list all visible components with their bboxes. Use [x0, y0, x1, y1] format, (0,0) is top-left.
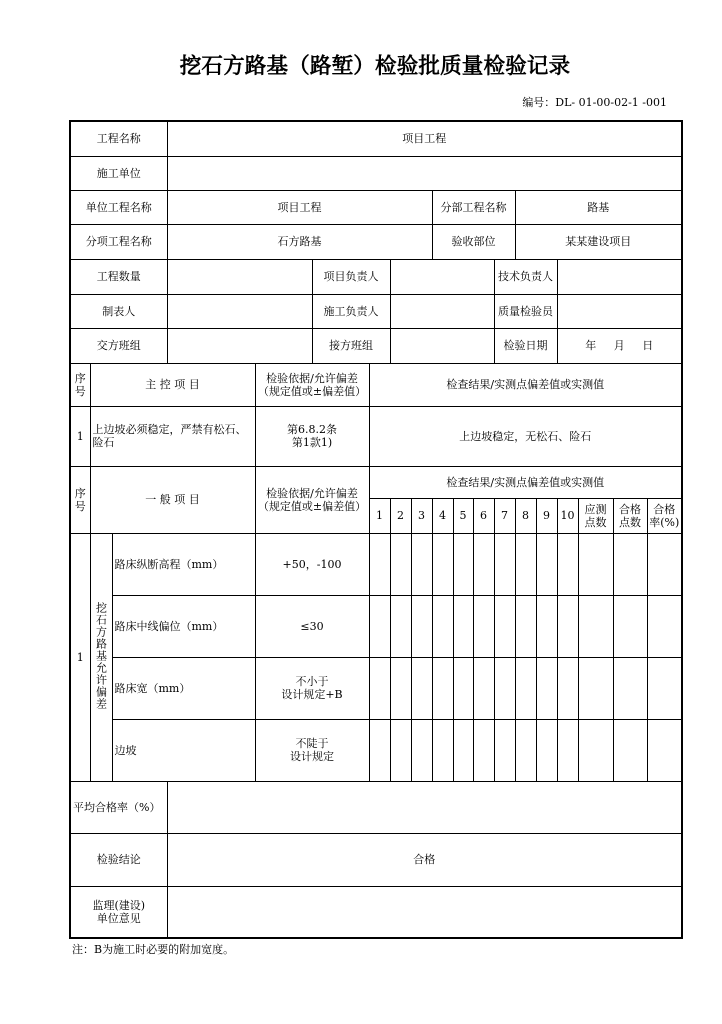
general-item-basis — [255, 595, 369, 657]
basis-line: 设计规定+B — [281, 688, 343, 701]
basis-line: 第1款1) — [291, 436, 333, 449]
supervisor-opinion-label — [70, 886, 167, 938]
quantity-row — [70, 259, 682, 294]
point-column-header: 1 — [369, 498, 390, 533]
measured-point-cell — [494, 533, 515, 595]
handover-team-label: 交方班组 — [70, 328, 167, 363]
measured-point-cell — [432, 595, 453, 657]
measured-point-cell — [432, 533, 453, 595]
sub-item-label: 分项工程名称 — [70, 224, 167, 259]
measured-point-cell — [536, 719, 557, 781]
inspection-record-table — [69, 120, 683, 939]
measured-point-cell — [369, 533, 390, 595]
header-line: 应测 — [584, 502, 607, 516]
page-title: 挖石方路基（路堑）检验批质量检验记录 — [179, 54, 571, 79]
measured-point-cell — [515, 719, 536, 781]
general-item-basis — [255, 533, 369, 595]
construction-unit-row — [70, 156, 682, 190]
pass-rate-cell — [647, 595, 682, 657]
measured-point-cell — [411, 719, 432, 781]
basis-line: ≤30 — [300, 619, 324, 633]
general-item-row — [70, 719, 682, 781]
general-item-header-text: 一 般 项 目 — [145, 493, 200, 506]
general-result-header: 检查结果/实测点偏差值或实测值 — [369, 466, 682, 498]
measured-point-cell — [453, 719, 473, 781]
label-line: 监理(建设) — [92, 898, 146, 912]
general-basis-header: 检验依据/允许偏差（规定值或±偏差值） — [255, 466, 369, 533]
general-item-row — [70, 595, 682, 657]
measured-point-cell — [557, 595, 578, 657]
receiving-team-value — [390, 328, 494, 363]
main-control-item-header-text: 主 控 项 目 — [145, 378, 200, 391]
general-item-name: 路床中线偏位（mm） — [112, 595, 255, 657]
main-control-row-basis — [255, 406, 369, 466]
general-group-name: 挖石方路基允许偏差 — [94, 601, 108, 710]
general-item-name: 路床宽（mm） — [112, 657, 255, 719]
main-control-row — [70, 406, 682, 466]
measured-point-cell — [453, 595, 473, 657]
qualified-points-cell — [613, 533, 647, 595]
sub-item-value: 石方路基 — [167, 224, 432, 259]
average-pass-rate-value — [167, 781, 682, 833]
project-manager-value — [390, 259, 494, 294]
tabulator-value — [167, 294, 312, 328]
unit-project-row — [70, 190, 682, 224]
measured-point-cell — [411, 533, 432, 595]
general-item-basis — [255, 657, 369, 719]
pass-rate-header — [647, 498, 682, 533]
sub-item-row — [70, 224, 682, 259]
acceptance-part-value: 某某建设项目 — [515, 224, 682, 259]
measured-point-cell — [515, 657, 536, 719]
general-item-row — [70, 657, 682, 719]
point-column-header: 4 — [432, 498, 453, 533]
header-line: 合格 — [653, 502, 676, 516]
main-control-row-result: 上边坡稳定，无松石、险石 — [369, 406, 682, 466]
quantity-label: 工程数量 — [70, 259, 167, 294]
measured-point-cell — [473, 533, 494, 595]
measured-point-cell — [473, 657, 494, 719]
pass-rate-cell — [647, 719, 682, 781]
supervisor-opinion-value — [167, 886, 682, 938]
measured-point-cell — [557, 719, 578, 781]
point-column-header: 2 — [390, 498, 411, 533]
header-line: 点数 — [584, 515, 607, 529]
measured-point-cell — [536, 657, 557, 719]
footnote: 注：B为施工时必要的附加宽度。 — [72, 943, 235, 956]
general-item-name: 边坡 — [112, 719, 255, 781]
point-column-header: 6 — [473, 498, 494, 533]
point-column-header: 5 — [453, 498, 473, 533]
measured-point-cell — [369, 657, 390, 719]
measured-point-cell — [369, 719, 390, 781]
general-group-name-cell — [90, 533, 112, 781]
measured-point-cell — [473, 719, 494, 781]
measured-point-cell — [515, 533, 536, 595]
qualified-points-cell — [613, 719, 647, 781]
main-control-item-header — [90, 363, 255, 406]
general-group-no: 1 — [70, 533, 90, 781]
measured-point-cell — [390, 595, 411, 657]
required-points-cell — [578, 719, 613, 781]
required-points-cell — [578, 595, 613, 657]
point-column-header: 10 — [557, 498, 578, 533]
header-line: 率(%) — [649, 515, 680, 529]
unit-project-value: 项目工程 — [167, 190, 432, 224]
receiving-team-label: 接方班组 — [312, 328, 390, 363]
inspection-date-label: 检验日期 — [494, 328, 557, 363]
sub-division-label: 分部工程名称 — [432, 190, 515, 224]
measured-point-cell — [453, 657, 473, 719]
pass-rate-cell — [647, 533, 682, 595]
document-number: 编号：DL- 01-00-02-1 -001 — [522, 96, 667, 109]
point-column-header: 8 — [515, 498, 536, 533]
inspection-date-value — [557, 328, 682, 363]
measured-point-cell — [411, 595, 432, 657]
unit-project-label: 单位工程名称 — [70, 190, 167, 224]
point-column-header: 9 — [536, 498, 557, 533]
inspection-date-text: 年 月 日 — [585, 339, 654, 352]
point-column-header: 3 — [411, 498, 432, 533]
pass-rate-cell — [647, 657, 682, 719]
supervisor-opinion-row — [70, 886, 682, 938]
general-item-header — [90, 466, 255, 533]
qualified-points-cell — [613, 595, 647, 657]
measured-point-cell — [494, 719, 515, 781]
conclusion-row — [70, 833, 682, 886]
basis-line: 设计规定 — [290, 750, 334, 763]
measured-point-cell — [432, 657, 453, 719]
header-line: 合格 — [619, 502, 641, 516]
tabulator-label: 制表人 — [70, 294, 167, 328]
header-line: 点数 — [619, 515, 641, 529]
basis-line: 第6.8.2条 — [287, 423, 337, 436]
main-control-row-item: 上边坡必须稳定，严禁有松石、险石 — [90, 406, 255, 466]
construction-unit-value — [167, 156, 682, 190]
handover-team-value — [167, 328, 312, 363]
measured-point-cell — [411, 657, 432, 719]
measured-point-cell — [494, 595, 515, 657]
technical-manager-label: 技术负责人 — [494, 259, 557, 294]
measured-point-cell — [369, 595, 390, 657]
team-row — [70, 328, 682, 363]
required-points-cell — [578, 657, 613, 719]
basis-line: 不陡于 — [295, 737, 329, 750]
average-pass-rate-label: 平均合格率（%） — [70, 781, 167, 833]
tabulator-row — [70, 294, 682, 328]
acceptance-part-label: 验收部位 — [432, 224, 515, 259]
qualified-points-cell — [613, 657, 647, 719]
general-header-row — [70, 466, 682, 498]
qualified-points-header — [613, 498, 647, 533]
construction-manager-label: 施工负责人 — [312, 294, 390, 328]
required-points-cell — [578, 533, 613, 595]
quality-inspector-value — [557, 294, 682, 328]
quantity-value — [167, 259, 312, 294]
measured-point-cell — [390, 719, 411, 781]
sub-division-value: 路基 — [515, 190, 682, 224]
general-item-name: 路床纵断高程（mm） — [112, 533, 255, 595]
average-pass-rate-row — [70, 781, 682, 833]
main-control-result-header: 检查结果/实测点偏差值或实测值 — [369, 363, 682, 406]
measured-point-cell — [453, 533, 473, 595]
measured-point-cell — [390, 533, 411, 595]
construction-unit-label: 施工单位 — [70, 156, 167, 190]
basis-line: 不小于 — [295, 675, 329, 688]
measured-point-cell — [557, 657, 578, 719]
measured-point-cell — [432, 719, 453, 781]
measured-point-cell — [494, 657, 515, 719]
conclusion-value: 合格 — [167, 833, 682, 886]
measured-point-cell — [390, 657, 411, 719]
project-manager-label: 项目负责人 — [312, 259, 390, 294]
measured-point-cell — [515, 595, 536, 657]
general-item-row — [70, 533, 682, 595]
project-name-row — [70, 121, 682, 156]
label-line: 单位意见 — [96, 911, 141, 925]
measured-point-cell — [473, 595, 494, 657]
technical-manager-value — [557, 259, 682, 294]
general-item-basis — [255, 719, 369, 781]
basis-line: +50，-100 — [282, 557, 342, 571]
main-control-basis-header: 检验依据/允许偏差（规定值或±偏差值） — [255, 363, 369, 406]
measured-point-cell — [536, 595, 557, 657]
point-column-header: 7 — [494, 498, 515, 533]
main-control-header-row — [70, 363, 682, 406]
quality-inspector-label: 质量检验员 — [494, 294, 557, 328]
project-name-label: 工程名称 — [70, 121, 167, 156]
general-no-header: 序号 — [70, 466, 90, 533]
required-points-header — [578, 498, 613, 533]
main-control-no-header: 序号 — [70, 363, 90, 406]
measured-point-cell — [536, 533, 557, 595]
measured-point-cell — [557, 533, 578, 595]
conclusion-label: 检验结论 — [70, 833, 167, 886]
construction-manager-value — [390, 294, 494, 328]
main-control-row-no: 1 — [70, 406, 90, 466]
project-name-value: 项目工程 — [167, 121, 682, 156]
